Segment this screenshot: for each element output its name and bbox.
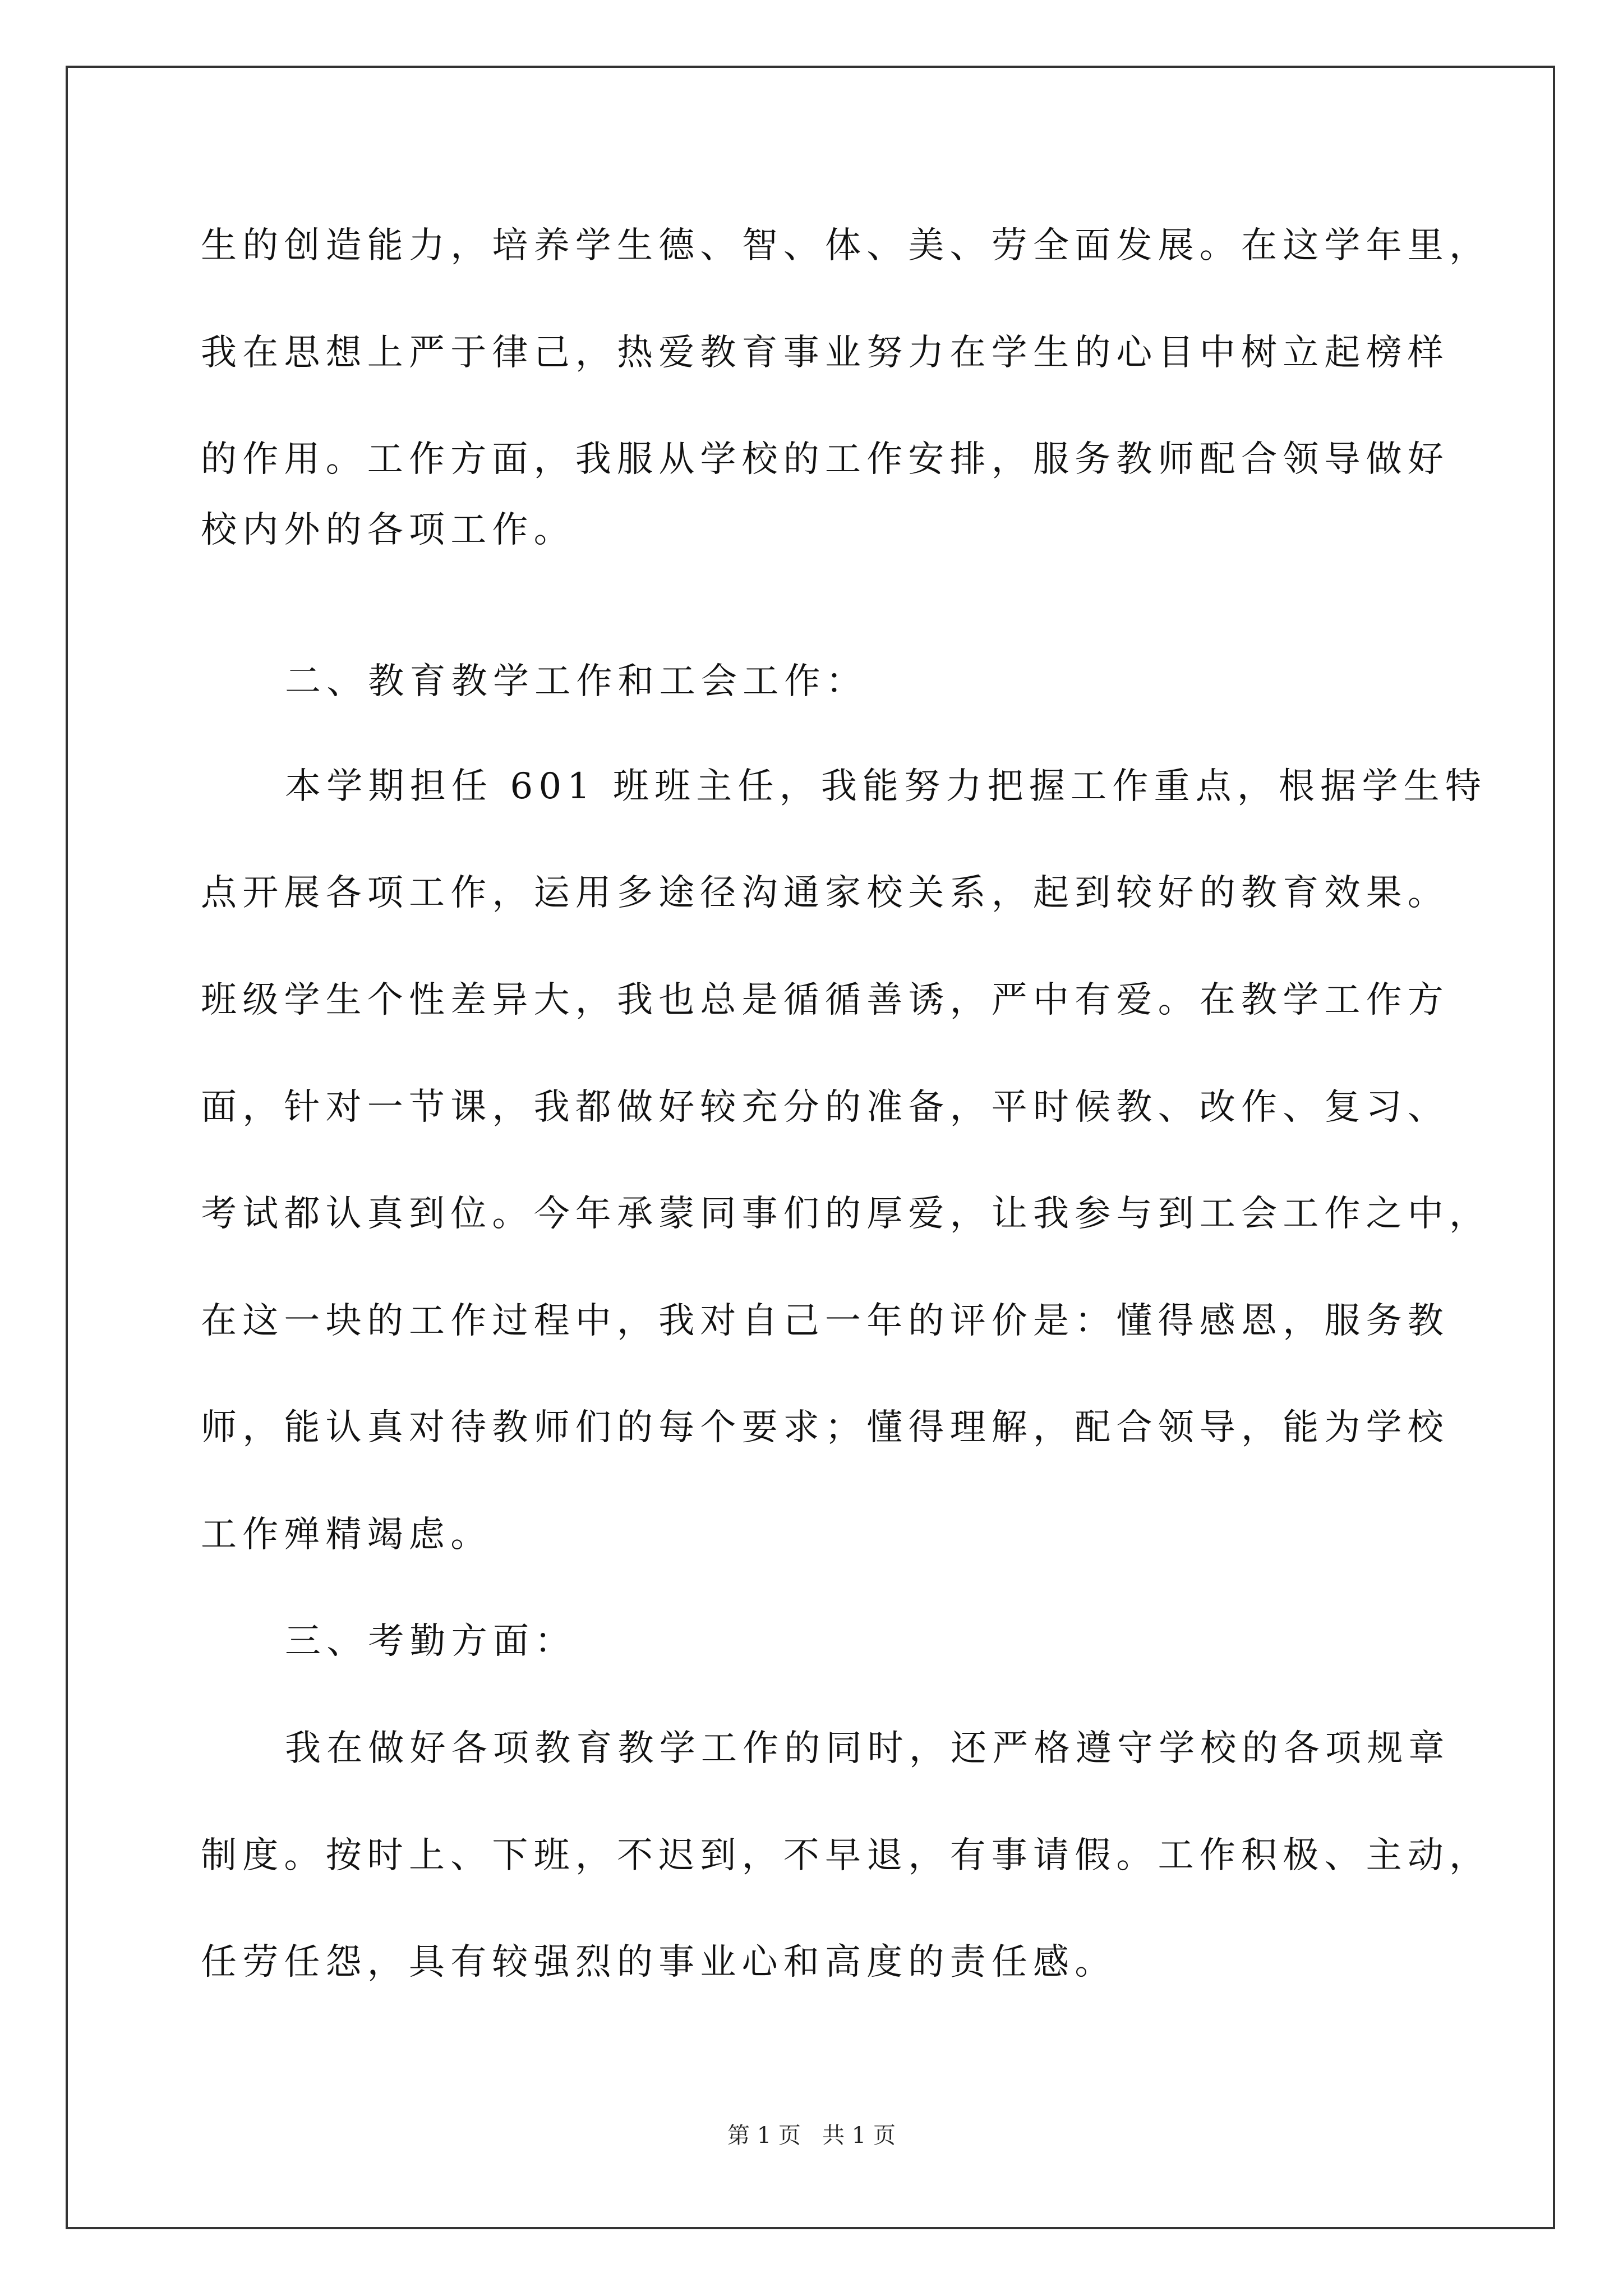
paragraph-line: 在这一块的工作过程中，我对自己一年的评价是：懂得感恩，服务教 <box>201 1300 1449 1342</box>
paragraph-line: 工作殚精竭虑。 <box>201 1514 492 1556</box>
section-heading: 三、考勤方面： <box>285 1621 577 1662</box>
paragraph-line: 的作用。工作方面，我服从学校的工作安排，服务教师配合领导做好 <box>201 439 1449 480</box>
paragraph-line: 我在做好各项教育教学工作的同时，还严格遵守学校的各项规章 <box>285 1728 1450 1769</box>
paragraph-line: 点开展各项工作，运用多途径沟通家校关系，起到较好的教育效果。 <box>201 872 1449 914</box>
paragraph-line: 任劳任怨，具有较强烈的事业心和高度的责任感。 <box>201 1941 1117 1983</box>
paragraph-line: 班级学生个性差异大，我也总是循循善诱，严中有爱。在教学工作方 <box>201 979 1449 1021</box>
section-heading: 二、教育教学工作和工会工作： <box>285 661 868 702</box>
page-footer: 第 1 页 共 1 页 <box>727 2123 896 2148</box>
page-border <box>66 66 1555 2229</box>
paragraph-line: 师，能认真对待教师们的每个要求；懂得理解，配合领导，能为学校 <box>201 1407 1449 1448</box>
paragraph-line: 考试都认真到位。今年承蒙同事们的厚爱，让我参与到工会工作之中， <box>201 1193 1491 1235</box>
paragraph-line: 面，针对一节课，我都做好较充分的准备，平时候教、改作、复习、 <box>201 1087 1449 1128</box>
paragraph-line: 本学期担任 601 班班主任，我能努力把握工作重点，根据学生特 <box>285 766 1487 807</box>
paragraph-line: 制度。按时上、下班，不迟到，不早退，有事请假。工作积极、主动， <box>201 1835 1491 1876</box>
paragraph-line: 我在思想上严于律己，热爱教育事业努力在学生的心目中树立起榜样 <box>201 332 1449 374</box>
paragraph-line: 校内外的各项工作。 <box>201 509 575 551</box>
paragraph-line: 生的创造能力，培养学生德、智、体、美、劳全面发展。在这学年里， <box>201 225 1491 266</box>
